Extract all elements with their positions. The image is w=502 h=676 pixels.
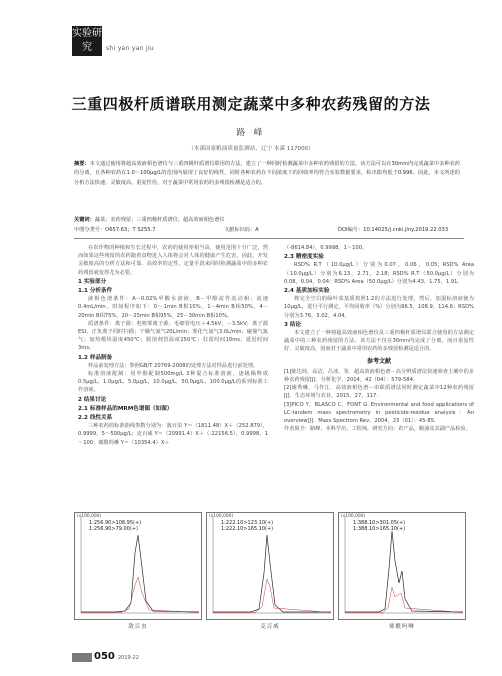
journal-name: shi yan yan jiu [106, 45, 155, 52]
paragraph: RSD% R.T（10.0μg/L）分别为0.07，0.06，0.05；RSD% Area（10.0μg/L）分别为6.13，2.71，2.18；RSD% R.T（50.0μg/L）分别为0.08，0.04，0.04；RSD% Area（50.0μg/L）分别为4.43，1.75，1.91。 [284, 262, 474, 285]
paragraph: 在农作物的种植和生长过程中，农药的使用率相当高，使用范围十分广泛，然而如果这些残留的农药随着食物进入人体将会对人体的健康产生危害，因此，开发灵敏度高的分析方法和可靠、高效率的定性、定量手段来同时检测蔬菜中的多种农药残留就变得尤为必要。 [78, 245, 268, 276]
section-heading: 3 结论 [284, 321, 302, 328]
author-affiliation: （本溪国家粮油质量监测站，辽宁 本溪 117000） [188, 146, 314, 152]
section-heading: 2.3 精密度实验 [284, 254, 324, 261]
transition-label: 1:388.10>301.05(+) [353, 520, 406, 526]
paragraph: 样品前处理方法：参照GB/T 20769-2008的处理方法对样品进行前处理。 [88, 362, 259, 369]
author-name: 路 峰 [236, 128, 266, 138]
transition-label: 1:256.90>79.00(+) [89, 526, 138, 532]
reference-entry: 作者简介：路峰，本科学历，工程师，研究方向：农产品，粮油及其副产品检验。 [284, 426, 471, 433]
body-right-column [284, 244, 474, 433]
chromatogram-scale: (x100,000) [209, 514, 234, 519]
figure-caption: 克百威 [260, 624, 280, 630]
figure-caption: 敌百虫 [128, 624, 148, 630]
classification-row [74, 226, 464, 236]
section-heading: 1 实验部分 [78, 278, 107, 285]
paragraph: （-8614.84），0.9998，1～100。 [284, 245, 368, 251]
figure-caption: 烯酰吗啉 [389, 624, 415, 630]
section-heading: 1.1 分析条件 [78, 288, 113, 295]
issue-number: 2019-22 [118, 655, 139, 661]
reference-entry: [1]陈达炜，高洁，吕冰，等．超高效液相色谱－高分辨质谱法快速筛查土壤中的多种农药残留[J]．分析化学，2014，42（04）：579-584. [284, 368, 474, 384]
reference-entry: [3]PICO Y，BLASCO C，FONT G. Environmental and food applications of LC-tandem mass spectrometry in pesticide-residue analysis：An overview[J]．Mass Spectrom Rev，2004，23（01）：45-85. [284, 401, 474, 425]
paragraph: 三种农药的标准曲线参数分别为：敌百虫 Y＝（1811.48）X＋（252.879），0.9999，5～500μg/L；克百威 Y＝（20991.4）X＋（-22156.5），0.9998，1～100；烯酰吗啉 Y＝（10354.4）X＋ [78, 423, 268, 446]
keywords-text: 蔬菜；农药残留；三重四极杆质谱仪；超高效液相色谱仪 [94, 217, 225, 223]
chromatogram-panel [338, 512, 466, 620]
logo-text: 实验研究 [72, 28, 102, 53]
chromatogram-panel [206, 512, 334, 620]
chromatogram-scale: (x100,000) [341, 514, 366, 519]
section-heading: 2.1 标准样品的MRM色谱图（如图） [78, 405, 173, 412]
article-title: 三重四极杆质谱联用测定蔬菜中多种农药残留的方法 [71, 95, 431, 113]
chromatogram-trace [339, 513, 467, 621]
header-divider [74, 238, 464, 239]
clc-code: 中图分类号：O657.63；T S255.7 [74, 227, 156, 233]
paragraph: 液相色谱条件：A－0.02%甲酸水溶液，B－甲醇流作流动相；流速0.4mL/min，时间程序如下：0～1min B相10%，1－4min B相50%，4－20min B相75%，20－25min B相95%，25－30min B相10%。 [78, 296, 268, 319]
transition-label: 1:222.10>123.10(+) [221, 520, 274, 526]
references-heading: 参考文献 [366, 357, 391, 365]
page-number: 050 [94, 651, 115, 662]
transition-label: 1:222.10>165.10(+) [221, 526, 274, 532]
transition-label: 1:256.90>108.95(+) [89, 520, 142, 526]
section-heading: 2.4 基质加标实验 [284, 288, 330, 295]
chromatogram-scale: (x100,000) [77, 514, 102, 519]
section-heading: 1.2 样品制备 [78, 354, 113, 361]
paragraph: 标准溶液配制：用甲醇配制500mg/L 3种混合标准溶液，逐级稀释成0.5μg/L，1.0μg/L，5.0μg/L，10.0μg/L，50.0μg/L，100.0μg/L的系列标准工作溶液。 [78, 371, 268, 394]
section-heading: 2 结果讨论 [78, 396, 107, 403]
chromatogram-trace [75, 513, 203, 621]
abstract-label: 摘要： [74, 161, 90, 167]
footer-bar [72, 653, 92, 662]
abstract-text: 本文通过使用将超高效液相色谱仪与三重四极杆质谱仪联用的方法，建立了一种同时检测蔬菜中多种农药残留的方法。该方法可以在30min内完成蔬菜中多种农药的分离，且各种农药在1.0～100μg/L的范围内展现了良好的线性，同时各种农药在不同浓度下的回收率均符合实验数据要求，检出限均低于0.996。因此，本文所述的分析方法快速、灵敏度高、重复性佳，对于蔬菜中常用农药的多残留检测是适合的。 [74, 161, 460, 186]
paragraph: 质谱条件：离子源：电喷雾离子源；毛细管电压＋4.5kV，－3.5kV；离子源ESI，正负离子同时扫描；干燥气氮气20L/min；雾化气氮气3.0L/min；碰撞气氮气；加热模块温度450℃；脱溶剂管温度250℃；驻留时间10ms；延迟时间3ms。 [78, 320, 268, 352]
keywords [74, 216, 460, 223]
doi: DOI编号：10.14025/j.cnki.jlny.2019.22.033 [338, 227, 449, 233]
document-code: 文献标识码：A [224, 227, 259, 233]
chromatogram-trace [207, 513, 335, 621]
section-heading: 2.2 线性关系 [78, 415, 113, 422]
chromatogram-panel [74, 512, 202, 620]
transition-label: 1:388.10>165.10(+) [353, 526, 406, 532]
body-left-column [78, 244, 268, 447]
journal-logo [72, 26, 102, 56]
abstract [74, 160, 460, 188]
reference-entry: [2]谢秀琳，马作江．高效液相色谱－串联质谱法同时测定蔬菜中12种农药残留[J]．生态环境与农业，2015，27，117. [284, 385, 474, 400]
paragraph: 本文建立了一种将超高效液相色谱仪及三重四极杆质谱仪联合使用的方法测定蔬菜中的三种农药残留的方法，该方法不仅在30min内完成了分离，而且重复性好、灵敏度高，因而对于蔬菜中常用农药的多残留检测是适合的。 [284, 330, 474, 353]
paragraph: 将完全空白的绿叶菜基质按照1.2的方法进行处理，然后，加混标溶液使为10μg/L，进行平行测定，平均回收率（%）分别为96.5，108.9，114.6；RSD%分别为3.76，3.02，4.04。 [284, 296, 474, 319]
keywords-label: 关键词： [74, 217, 95, 223]
